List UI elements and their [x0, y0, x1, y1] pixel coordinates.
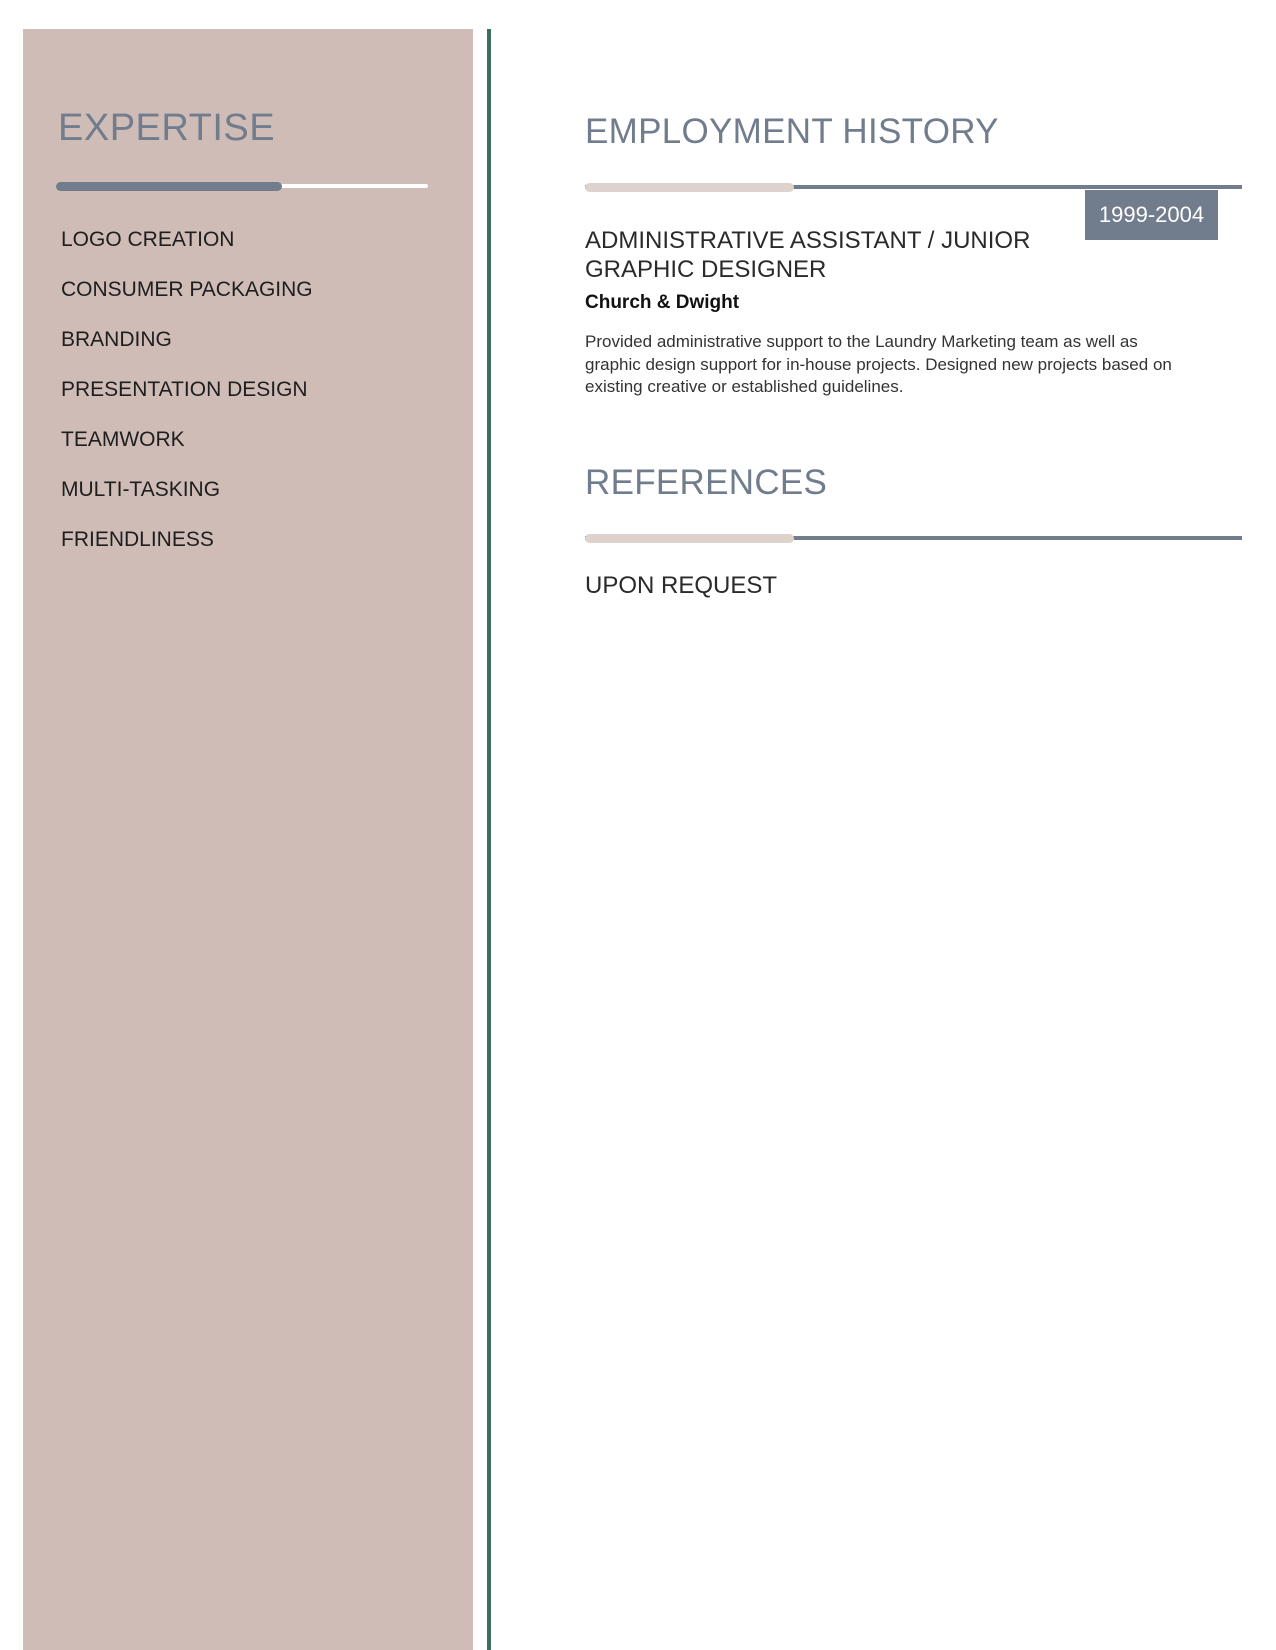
- vertical-divider: [487, 29, 491, 1650]
- job-description: Provided administrative support to the Laundry Marketing team as well as graphic design support for in-house projects. Designed new projects based on existing creative or established guidelines.: [585, 332, 1172, 396]
- references-rule-accent: [585, 534, 794, 543]
- employment-history-heading: EMPLOYMENT HISTORY: [585, 112, 999, 151]
- expertise-sidebar: [23, 29, 473, 1650]
- skill-item: TEAMWORK: [61, 428, 185, 451]
- job-company: Church & Dwight: [585, 292, 740, 313]
- skill-item: FRIENDLINESS: [61, 528, 214, 551]
- employment-rule-accent: [585, 183, 794, 192]
- job-dates: 1999-2004: [1098, 202, 1205, 227]
- expertise-heading: EXPERTISE: [58, 107, 276, 149]
- references-value: UPON REQUEST: [585, 572, 778, 599]
- references-heading: REFERENCES: [585, 463, 828, 502]
- skill-item: BRANDING: [61, 328, 172, 351]
- skill-item: CONSUMER PACKAGING: [61, 278, 313, 301]
- skill-item: LOGO CREATION: [61, 228, 235, 251]
- skills-list: [61, 225, 313, 575]
- skill-item: MULTI-TASKING: [61, 478, 221, 501]
- skill-item: PRESENTATION DESIGN: [61, 378, 308, 401]
- job-title: ADMINISTRATIVE ASSISTANT / JUNIOR GRAPHIC DESIGNER: [585, 227, 1031, 283]
- expertise-rule-accent: [56, 182, 282, 191]
- job-date-badge: [1085, 190, 1218, 240]
